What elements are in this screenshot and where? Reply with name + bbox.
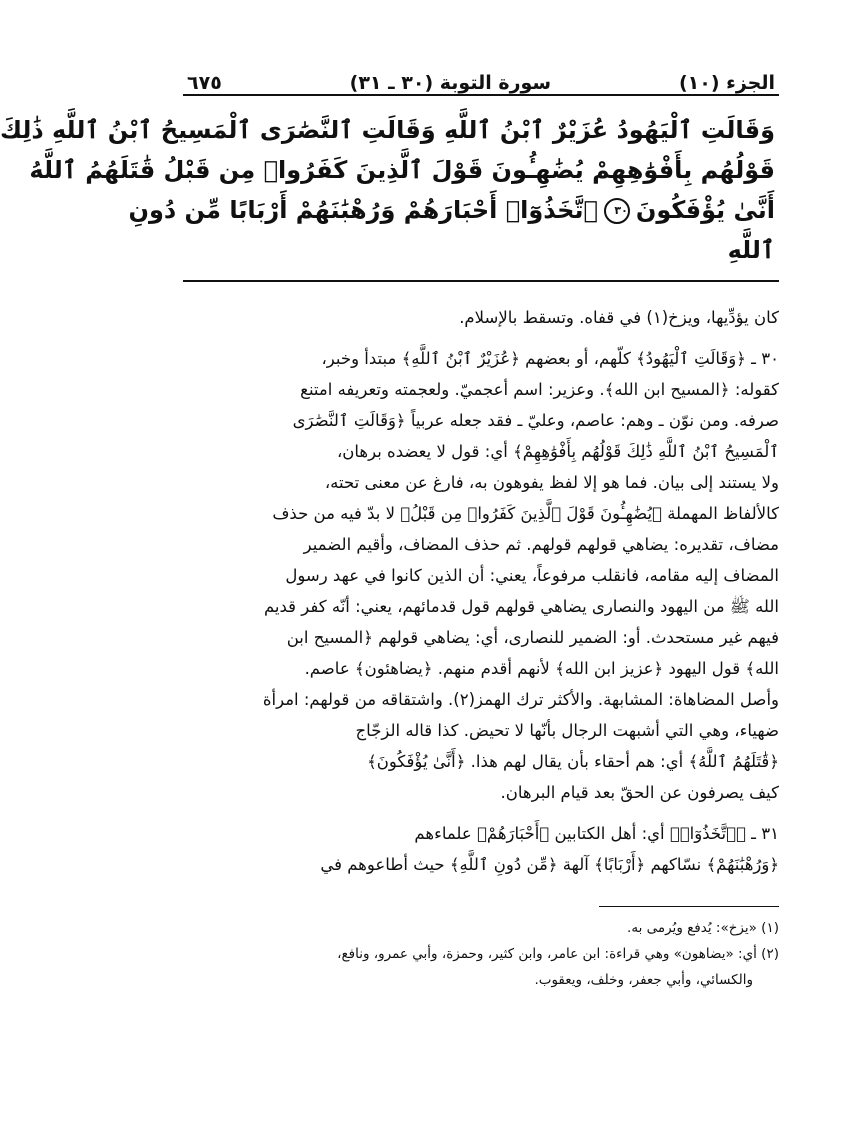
quran-verse-block xyxy=(0,104,779,282)
text-line: مضاف، تقديره: يضاهي قولهم قولهم. ثم حذف المضاف، وأقيم الضمير xyxy=(303,535,779,554)
text-line: الله﴾ قول اليهود ﴿عزيز ابن الله﴾ لأنهم أقدم منهم. ﴿يضاهئون﴾ عاصم. xyxy=(304,659,779,678)
tafsir-paragraph xyxy=(183,343,779,808)
text-line: ٣١ ـ ﴿ٱتَّخَذُوٓا۟﴾ أي: أهل الكتابين ﴿أَحْبَارَهُمْ﴾ علماءهم xyxy=(414,824,779,843)
juz-label: الجزء (١٠) xyxy=(678,72,775,94)
text-line: ٣٠ ـ ﴿وَقَالَتِ ٱلْيَهُودُ﴾ كلّهم، أو بعضهم ﴿عُزَيْرٌ ٱبْنُ ٱللَّهِ﴾ مبتدأ وخبر، xyxy=(321,349,779,368)
text-line: ٱلْمَسِيحُ ٱبْنُ ٱللَّهِ ذَٰلِكَ قَوْلُهُم بِأَفْوَٰهِهِمْ﴾ أي: قول لا يعضده برهان، xyxy=(336,442,779,461)
footnote-continuation: والكسائي، وأبي جعفر، وخلف، ويعقوب. xyxy=(534,972,753,988)
text-line: ولا يستند إلى بيان. فما هو إلا لفظ يفوهون به، فارغ عن معنى تحته، xyxy=(324,473,779,492)
text-line: كيف يصرفون عن الحقّ بعد قيام البرهان. xyxy=(500,783,779,802)
tafsir-paragraph xyxy=(183,302,779,333)
quran-line: وَقَالَتِ ٱلْيَهُودُ عُزَيْرٌ ٱبْنُ ٱللَّهِ وَقَالَتِ ٱلنَّصَٰرَى ٱلْمَسِيحُ ٱبْنُ ٱللَّهِ ذَٰلِكَ xyxy=(0,116,775,144)
footnote: (٢) أي: «يضاهون» وهي قراءة: ابن عامر، وابن كثير، وحمزة، وأبي عمرو، ونافع، xyxy=(337,946,779,962)
text-line: فيهم غير مستحدث. أو: الضمير للنصارى، أي: يضاهي قولهم ﴿المسيح ابن xyxy=(286,628,779,647)
ayah-number-marker: ٣٠ xyxy=(604,198,630,224)
text-line: صرفه. ومن نوّن ـ وهم: عاصم، وعليّ ـ فقد جعله عربياً ﴿وَقَالَتِ ٱلنَّصَٰرَى xyxy=(292,411,779,430)
text-line: ﴿قَٰتَلَهُمُ ٱللَّهُ﴾ أي: هم أحقاء بأن يقال لهم هذا. ﴿أَنَّىٰ يُؤْفَكُونَ﴾ xyxy=(367,752,779,771)
text-line: كالألفاظ المهملة ﴿يُضَٰهِـُٔونَ قَوْلَ ٱلَّذِينَ كَفَرُوا۟ مِن قَبْلُ﴾ لا بدّ فيه من حذف xyxy=(272,504,779,523)
text-line: ضهياء، وهي التي أشبهت الرجال بأنّها لا تحيض. كذا قاله الزجّاج xyxy=(355,721,779,740)
text-line: المضاف إليه مقامه، فانقلب مرفوعاً، يعني: أن الذين كانوا في عهد رسول xyxy=(285,566,779,585)
tafsir-paragraph xyxy=(183,818,779,880)
page-number: ٦٧٥ xyxy=(187,72,222,94)
quran-line: قَوْلُهُم بِأَفْوَٰهِهِمْ يُضَٰهِـُٔونَ قَوْلَ ٱلَّذِينَ كَفَرُوا۟ مِن قَبْلُ قَٰتَلَهُمُ ٱللَّهُ xyxy=(29,156,775,184)
footnote: (١) «يزخ»: يُدفع ويُرمى به. xyxy=(627,920,779,936)
text-line: كان يؤدِّيها، ويزخ(١) في قفاه. وتسقط بالإسلام. xyxy=(459,308,779,327)
tafsir-body xyxy=(183,302,779,880)
text-line: وأصل المضاهاة: المشابهة. والأكثر ترك الهمز(٢). واشتقاقه من قولهم: امرأة xyxy=(262,690,779,709)
quran-line: ٱللَّهِ xyxy=(727,236,775,264)
text-line: الله ﷺ من اليهود والنصارى يضاهي قولهم قول قدمائهم، يعني: أنّه كفر قديم xyxy=(263,597,779,616)
quran-segment: أَنَّىٰ يُؤْفَكُونَ xyxy=(635,196,775,224)
quran-segment: ٱتَّخَذُوٓا۟ أَحْبَارَهُمْ وَرُهْبَٰنَهُمْ أَرْبَابًا مِّن دُونِ xyxy=(128,196,598,224)
page-header xyxy=(183,58,779,96)
surah-label: سورة التوبة (٣٠ ـ ٣١) xyxy=(349,72,552,94)
text-line: كقوله: ﴿المسيح ابن الله﴾. وعزير: اسم أعجميّ. ولعجمته وتعريفه امتنع xyxy=(300,380,779,399)
quran-line xyxy=(128,190,775,230)
book-page xyxy=(0,58,779,993)
footnote-divider xyxy=(599,906,779,907)
text-line: ﴿وَرُهْبَٰنَهُمْ﴾ نسّاكهم ﴿أَرْبَابًا﴾ آلهة ﴿مِّن دُونِ ٱللَّهِ﴾ حيث أطاعوهم في xyxy=(320,855,779,874)
footnotes xyxy=(183,915,779,993)
